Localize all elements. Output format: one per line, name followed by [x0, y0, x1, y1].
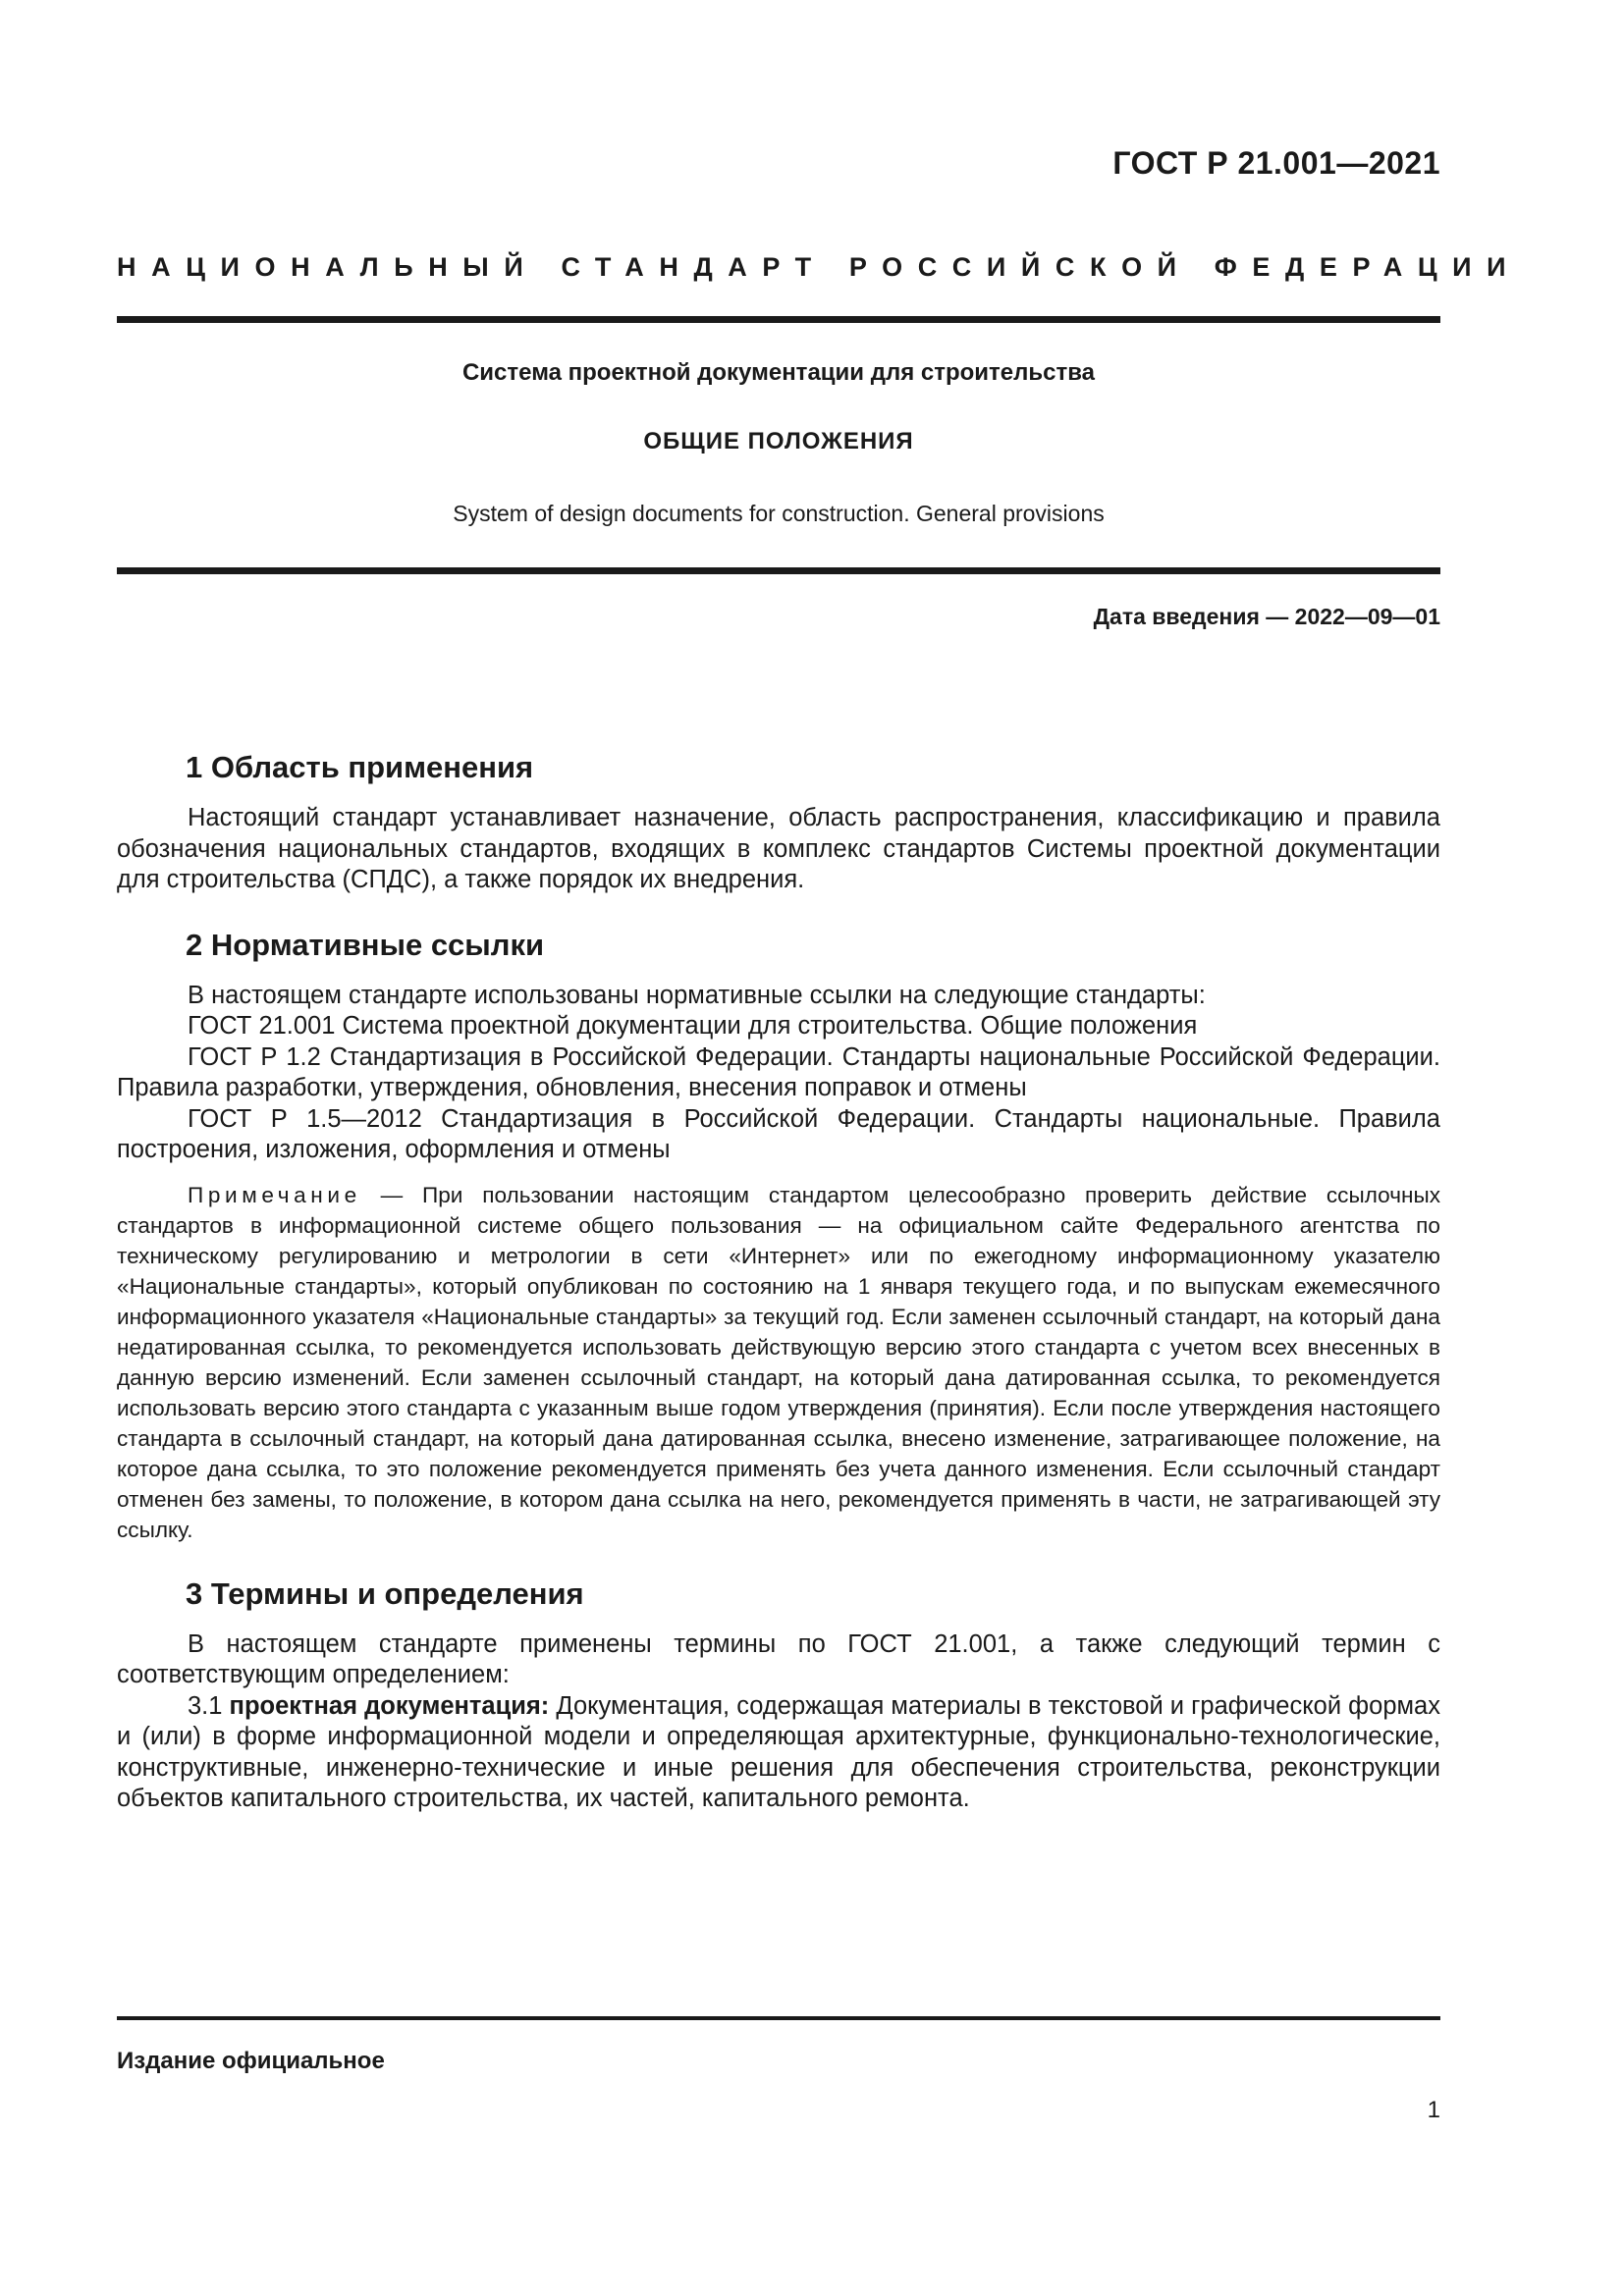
- section-normative-references: [117, 924, 1440, 1545]
- reference-item: ГОСТ Р 1.2 Стандартизация в Российской Федерации. Стандарты национальные Российской Федерации. Правила разработки, утверждения, обновления, внесения поправок и отмены: [117, 1042, 1440, 1101]
- national-standard-title: НАЦИОНАЛЬНЫЙ СТАНДАРТ РОССИЙСКОЙ ФЕДЕРАЦИИ: [117, 252, 1522, 282]
- document-code: ГОСТ Р 21.001—2021: [1112, 145, 1440, 181]
- term-definition-text: Документация, содержащая материалы в текстовой и графической формах и (или) в форме информационной модели и определяющая архитектурные, функционально-технологические, конструктивные, инженерно-технические и иные решения для обеспечения строительства, реконструкции объектов капитального строительства, их частей, капитального ремонта.: [117, 1691, 1440, 1812]
- introduction-date: Дата введения — 2022—09—01: [1093, 604, 1440, 629]
- note: [117, 1180, 1440, 1545]
- section-heading-scope: 1 Область применения: [186, 750, 534, 784]
- term-definition: [117, 1691, 1440, 1815]
- top-rule: [117, 316, 1440, 323]
- section-heading-normative-references: 2 Нормативные ссылки: [186, 927, 545, 962]
- page-number: 1: [1427, 2097, 1440, 2123]
- middle-rule: [117, 567, 1440, 574]
- section-terms-and-definitions: [117, 1573, 1440, 1815]
- reference-item: ГОСТ 21.001 Система проектной документации для строительства. Общие положения: [188, 1012, 1198, 1040]
- paragraph: Настоящий стандарт устанавливает назначение, область распространения, классификацию и правила обозначения национальных стандартов, входящих в комплекс стандартов Системы проектной документации для строительства (СПДС), а также порядок их внедрения.: [117, 804, 1440, 893]
- system-title: Система проектной документации для строительства: [461, 359, 1096, 386]
- term-number: 3.1: [188, 1691, 230, 1720]
- note-label: Примечание: [188, 1182, 361, 1207]
- english-title: System of design documents for construction. General provisions: [453, 501, 1105, 526]
- paragraph: В настоящем стандарте применены термины по ГОСТ 21.001, а также следующий термин с соответствующим определением:: [117, 1629, 1440, 1688]
- reference-item: ГОСТ Р 1.5—2012 Стандартизация в Российской Федерации. Стандарты национальные. Правила построения, изложения, оформления и отмены: [117, 1104, 1440, 1163]
- term-name: проектная документация:: [229, 1691, 550, 1720]
- main-title: ОБЩИЕ ПОЛОЖЕНИЯ: [643, 428, 914, 454]
- note-text: — При пользовании настоящим стандартом целесообразно проверить действие ссылочных стандартов в информационной системе общего пользования — на официальном сайте Федерального агентства по техническому регулированию и метрологии в сети «Интернет» или по ежегодному информационному указателю «Национальные стандарты», который опубликован по состоянию на 1 января текущего года, и по выпускам ежемесячного информационного указателя «Национальные стандарты» за текущий год. Если заменен ссылочный стандарт, на который дана недатированная ссылка, то рекомендуется использовать действующую версию этого стандарта с учетом всех внесенных в данную версию изменений. Если заменен ссылочный стандарт, на который дана датированная ссылка, то рекомендуется использовать версию этого стандарта с указанным выше годом утверждения (принятия). Если после утверждения настоящего стандарта в ссылочный стандарт, на который дана датированная ссылка, внесено изменение, затрагивающее положение, на которое дана ссылка, то это положение рекомендуется применять без учета данного изменения. Если ссылочный стандарт отменен без замены, то положение, в котором дана ссылка на него, рекомендуется применять в части, не затрагивающей эту ссылку.: [117, 1182, 1440, 1542]
- paragraph: В настоящем стандарте использованы нормативные ссылки на следующие стандарты:: [188, 981, 1206, 1009]
- edition-label: Издание официальное: [117, 2048, 385, 2074]
- document-body: [117, 746, 1440, 1842]
- document-page: [117, 0, 1522, 2296]
- section-scope: [117, 746, 1440, 896]
- footer-rule: [117, 2016, 1440, 2020]
- section-heading-terms: 3 Термины и определения: [186, 1575, 584, 1611]
